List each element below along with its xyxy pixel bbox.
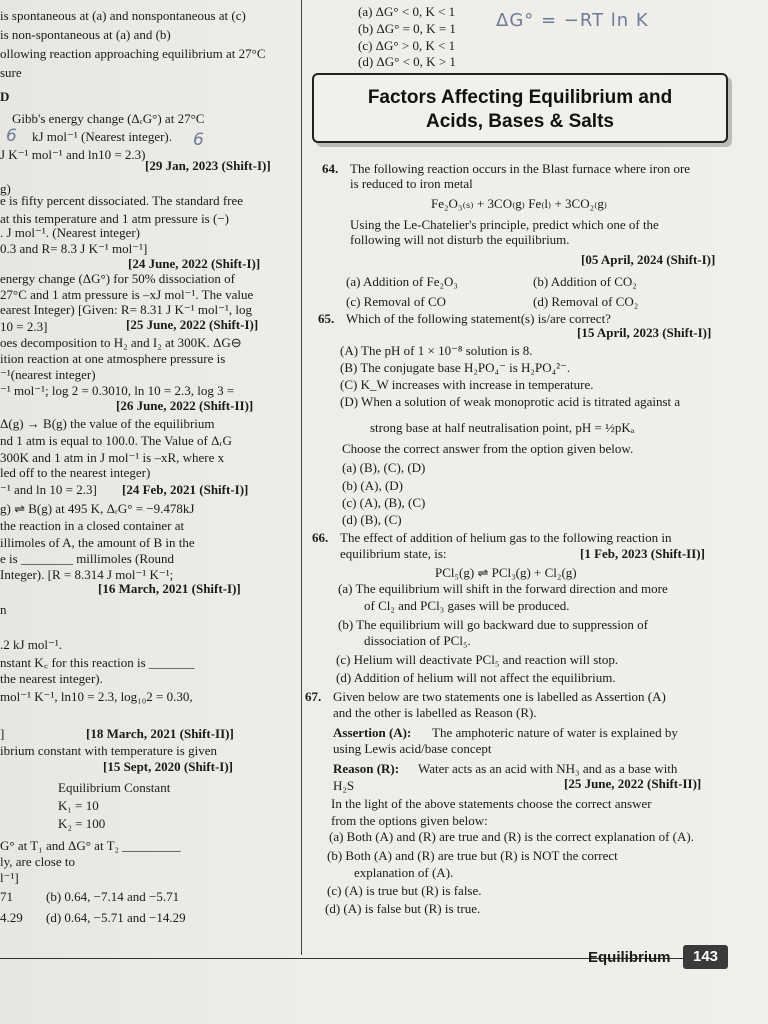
left-line: 71 <box>0 889 13 904</box>
statement-d-continued: strong base at half neutralisation point, pH = ½pKₐ <box>370 420 635 435</box>
left-line: ly, are close to <box>0 854 75 869</box>
exam-reference: [15 April, 2023 (Shift-I)] <box>577 325 712 340</box>
left-line: [29 Jan, 2023 (Shift-I)] <box>145 158 271 173</box>
left-line: Gibb's energy change (ΔᵣG°) at 27°C <box>12 111 205 126</box>
statement-a: (A) The pH of 1 × 10⁻⁸ solution is 8. <box>340 343 533 358</box>
question-number: 67. <box>305 689 322 704</box>
question-text: from the options given below: <box>331 813 488 828</box>
option-a: (a) The equilibrium will shift in the forward direction and more <box>338 581 668 596</box>
option-a-continued: of Cl₂ and PCl₃ gases will be produced. <box>364 598 570 613</box>
left-line: [15 Sept, 2020 (Shift-I)] <box>103 759 233 774</box>
section-title-line2: Acids, Bases & Salts <box>426 111 614 132</box>
assertion-label: Assertion (A): <box>333 725 412 740</box>
left-line: ⁻¹(nearest integer) <box>0 367 96 382</box>
question-text: In the light of the above statements choose the correct answer <box>331 796 652 811</box>
left-line: energy change (ΔG°) for 50% dissociation of <box>0 271 235 286</box>
option-a: (a) Addition of Fe₂O₃ <box>346 274 458 289</box>
left-line: 300K and 1 atm in J mol⁻¹ is –xR, where x <box>0 450 225 465</box>
statement-b: (B) The conjugate base H₂PO₄⁻ is H₂PO₄²⁻. <box>340 360 571 375</box>
exam-reference: [05 April, 2024 (Shift-I)] <box>581 252 716 267</box>
reaction-equation: Fe₂O₃₍ₛ₎ + 3CO₍g₎ Fe₍l₎ + 3CO₂₍g₎ <box>431 196 608 211</box>
left-line: [25 June, 2022 (Shift-I)] <box>126 317 259 332</box>
option-line: (b) ΔG° = 0, K = 1 <box>358 21 456 36</box>
option-b: (b) Addition of CO₂ <box>533 274 637 289</box>
left-line: sure <box>0 65 22 80</box>
section-title-box <box>312 73 728 143</box>
left-line: led off to the nearest integer) <box>0 465 151 480</box>
left-line: 4.29 <box>0 910 23 925</box>
option-c: (c) (A), (B), (C) <box>342 495 426 510</box>
option-d: (d) Addition of helium will not affect the equilibrium. <box>336 670 616 685</box>
question-text: and the other is labelled as Reason (R). <box>333 705 537 720</box>
exam-reference: [25 June, 2022 (Shift-II)] <box>564 776 702 791</box>
left-line: [24 Feb, 2021 (Shift-I)] <box>122 482 249 497</box>
left-line: ollowing reaction approaching equilibrium at 27°C <box>0 46 266 61</box>
left-line: D <box>0 89 10 104</box>
assertion-text: using Lewis acid/base concept <box>333 741 492 756</box>
left-line: (b) 0.64, −7.14 and −5.71 <box>46 889 180 904</box>
left-line: kJ mol⁻¹ (Nearest integer). <box>32 129 172 144</box>
reaction-equation: PCl₅(g) ⇌ PCl₃(g) + Cl₂(g) <box>435 565 577 580</box>
left-line: e is fifty percent dissociated. The standard free <box>0 193 244 208</box>
left-line: K₁ = 10 <box>58 798 99 813</box>
option-b: (b) (A), (D) <box>342 478 404 493</box>
option-line: (c) ΔG° > 0, K < 1 <box>358 38 456 53</box>
left-line: G° at T₁ and ΔG° at T₂ _________ <box>0 838 181 853</box>
option-b-continued: dissociation of PCl₅. <box>364 633 471 648</box>
question-text: Choose the correct answer from the option given below. <box>342 441 634 456</box>
left-line: 27°C and 1 atm pressure is –xJ mol⁻¹. The value <box>0 287 254 302</box>
left-line: 0.3 and R= 8.3 J K⁻¹ mol⁻¹] <box>0 241 148 256</box>
question-text: The following reaction occurs in the Blast furnace where iron ore <box>350 161 691 176</box>
reason-label: Reason (R): <box>333 761 400 776</box>
left-line: ition reaction at one atmosphere pressure is <box>0 351 226 366</box>
option-b-continued: explanation of (A). <box>354 865 454 880</box>
question-text: Given below are two statements one is labelled as Assertion (A) <box>333 689 666 704</box>
left-line: nd 1 atm is equal to 100.0. The Value of ΔᵣG <box>0 433 232 448</box>
section-title-line1: Factors Affecting Equilibrium and <box>367 87 673 108</box>
question-number: 65. <box>318 311 335 326</box>
reason-text: Water acts as an acid with NH₃ and as a base with <box>418 761 678 776</box>
left-line: 10 = 2.3] <box>0 319 48 334</box>
reason-text: H₂S <box>333 778 355 793</box>
left-line: .2 kJ mol⁻¹. <box>0 637 63 652</box>
option-b: (b) Both (A) and (R) are true but (R) is NOT the correct <box>327 848 618 863</box>
column-divider <box>301 0 302 955</box>
handwritten-note: ΔG° = −RT ln K <box>496 10 649 31</box>
left-line: Δ(g) → B(g) the value of the equilibrium <box>0 416 215 431</box>
question-text: Which of the following statement(s) is/are correct? <box>346 311 611 326</box>
question-text: is reduced to iron metal <box>350 176 473 191</box>
question-text: The effect of addition of helium gas to the following reaction in <box>340 530 672 545</box>
left-line: (d) 0.64, −5.71 and −14.29 <box>46 910 186 925</box>
exam-reference: [1 Feb, 2023 (Shift-II)] <box>580 546 705 561</box>
option-line: (d) ΔG° < 0, K > 1 <box>358 54 456 69</box>
footer-rule <box>0 958 690 959</box>
left-line: [26 June, 2022 (Shift-II)] <box>116 398 254 413</box>
page-number: 143 <box>683 945 728 969</box>
left-line: is spontaneous at (a) and nonspontaneous at (c) <box>0 8 246 23</box>
statement-d: (D) When a solution of weak monoprotic acid is titrated against a <box>340 394 681 409</box>
left-line: . J mol⁻¹. (Nearest integer) <box>0 225 140 240</box>
left-line: K₂ = 100 <box>58 816 106 831</box>
left-line: the reaction in a closed container at <box>0 518 185 533</box>
question-text: following will not disturb the equilibrium. <box>350 232 570 247</box>
option-d: (d) Removal of CO₂ <box>533 294 639 309</box>
option-line: (a) ΔG° < 0, K < 1 <box>358 4 456 19</box>
left-line: at this temperature and 1 atm pressure is (−) <box>0 211 229 226</box>
left-line: Integer). [R = 8.314 J mol⁻¹ K⁻¹; <box>0 567 174 582</box>
left-line: Equilibrium Constant <box>58 780 171 795</box>
question-text: Using the Le-Chatelier's principle, predict which one of the <box>350 217 659 232</box>
option-b: (b) The equilibrium will go backward due to suppression of <box>338 617 648 632</box>
left-line: ] <box>0 726 5 741</box>
left-line: mol⁻¹ K⁻¹, ln10 = 2.3, log₁₀2 = 0.30, <box>0 689 193 704</box>
option-d: (d) (A) is false but (R) is true. <box>325 901 481 916</box>
question-text: equilibrium state, is: <box>340 546 447 561</box>
assertion-text: The amphoteric nature of water is explained by <box>432 725 678 740</box>
option-c: (c) (A) is true but (R) is false. <box>327 883 482 898</box>
left-line: the nearest integer). <box>0 671 103 686</box>
left-line: [16 March, 2021 (Shift-I)] <box>98 581 241 596</box>
left-line: J K⁻¹ mol⁻¹ and ln10 = 2.3) <box>0 147 146 162</box>
left-line: oes decomposition to H₂ and I₂ at 300K. ΔG⊖ <box>0 335 242 350</box>
option-a: (a) (B), (C), (D) <box>342 460 426 475</box>
left-line: is non-spontaneous at (a) and (b) <box>0 27 171 42</box>
left-line: ibrium constant with temperature is given <box>0 743 217 758</box>
option-d: (d) (B), (C) <box>342 512 402 527</box>
chapter-name: Equilibrium <box>588 949 671 966</box>
left-line: g) <box>0 181 11 196</box>
left-line: illimoles of A, the amount of B in the <box>0 535 195 550</box>
option-c: (c) Helium will deactivate PCl₅ and reaction will stop. <box>336 652 619 667</box>
option-a: (a) Both (A) and (R) are true and (R) is the correct explanation of (A). <box>329 829 694 844</box>
statement-c: (C) K_W increases with increase in temperature. <box>340 377 594 392</box>
option-c: (c) Removal of CO <box>346 294 447 309</box>
left-line: [24 June, 2022 (Shift-I)] <box>128 256 261 271</box>
left-line: l⁻¹] <box>0 870 19 885</box>
question-number: 66. <box>312 530 329 545</box>
handwritten-mark: 6 <box>193 130 204 150</box>
left-line: e is ________ millimoles (Round <box>0 551 175 566</box>
left-line: earest Integer) [Given: R= 8.31 J K⁻¹ mol⁻¹, log <box>0 302 252 317</box>
left-line: nstant K꜀ for this reaction is _______ <box>0 655 195 670</box>
left-line: [18 March, 2021 (Shift-II)] <box>86 726 234 741</box>
left-line: ⁻¹ mol⁻¹; log 2 = 0.3010, ln 10 = 2.3, log 3 = <box>0 383 235 398</box>
left-line: ⁻¹ and ln 10 = 2.3] <box>0 482 97 497</box>
question-number: 64. <box>322 161 339 176</box>
left-line: n <box>0 602 7 617</box>
left-line: g) ⇌ B(g) at 495 K, ΔᵣG° = −9.478kJ <box>0 501 195 516</box>
handwritten-mark: 6 <box>6 126 17 146</box>
